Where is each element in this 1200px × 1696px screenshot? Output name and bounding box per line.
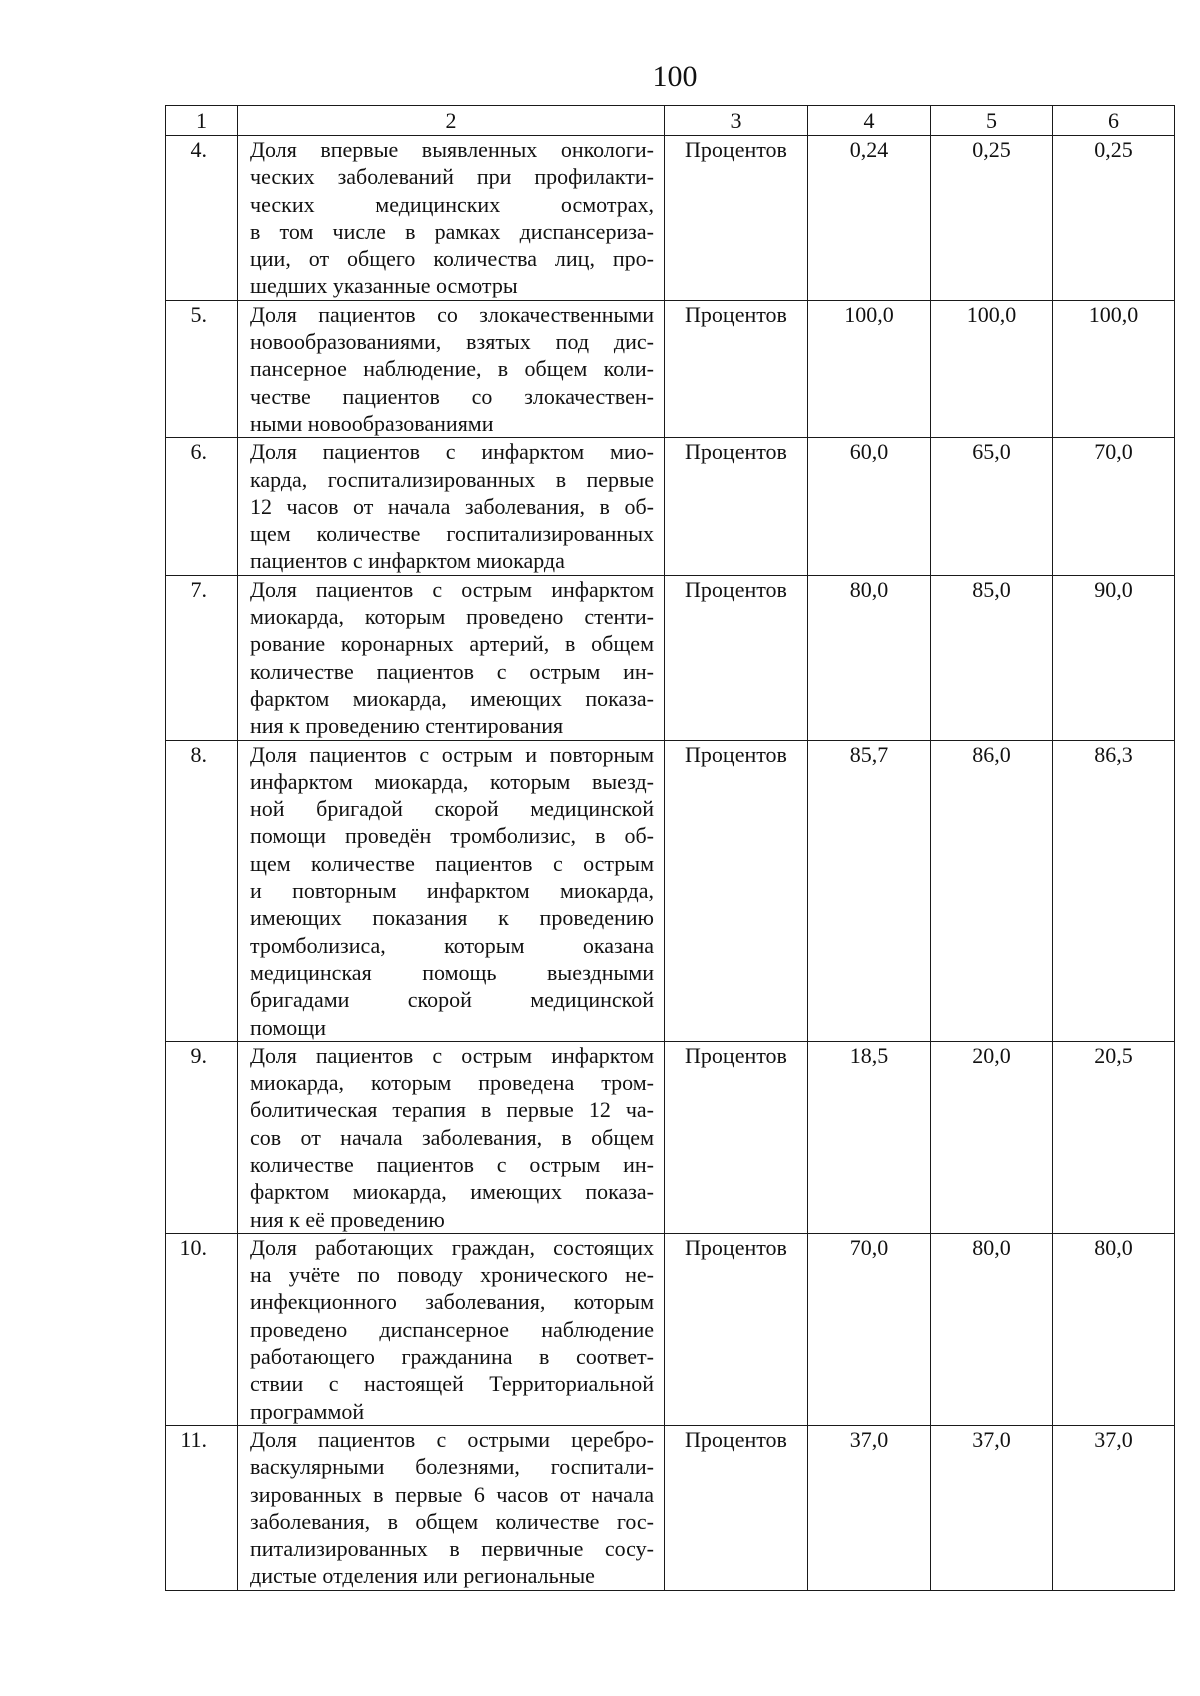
value-col-6: 20,5 [1053, 1041, 1175, 1233]
measurement-unit: Процентов [665, 300, 808, 437]
description-line: Доля пациентов с острым инфарктом [250, 1042, 654, 1068]
value-col-5: 65,0 [931, 438, 1053, 575]
table-body [166, 136, 1175, 1591]
description-line: рование коронарных артерий, в общем [250, 631, 654, 657]
indicators-table [165, 105, 1175, 1591]
value-col-6: 37,0 [1053, 1425, 1175, 1590]
measurement-unit: Процентов [665, 136, 808, 301]
description-line: пациентов с инфарктом миокарда [250, 548, 565, 574]
value-col-6: 90,0 [1053, 575, 1175, 740]
description-line: болитическая терапия в первые 12 ча- [250, 1097, 654, 1123]
description-line: щем количестве пациентов с острым [250, 850, 654, 876]
description-line: 12 часов от начала заболевания, в об- [250, 493, 654, 519]
description-line: Доля пациентов со злокачественными [250, 301, 654, 327]
value-col-4: 80,0 [808, 575, 931, 740]
description-line: новообразованиями, взятых под дис- [250, 329, 654, 355]
table-row [166, 136, 1175, 301]
description-line: васкулярными болезнями, госпитали- [250, 1454, 654, 1480]
description-line: проведено диспансерное наблюдение [250, 1316, 654, 1342]
row-number: 4. [166, 136, 238, 301]
description-line: миокарда, которым проведена тром- [250, 1070, 654, 1096]
value-col-5: 86,0 [931, 740, 1053, 1041]
table-row [166, 740, 1175, 1041]
description-line: Доля впервые выявленных онкологи- [250, 137, 654, 162]
description-line: фарктом миокарда, имеющих показа- [250, 1179, 654, 1205]
header-col-2: 2 [238, 106, 665, 136]
description-line: помощи проведён тромболизис, в об- [250, 823, 654, 849]
description-line: медицинская помощь выездными [250, 959, 654, 985]
indicator-description [238, 1425, 665, 1590]
description-line: имеющих показания к проведению [250, 905, 654, 931]
indicator-description [238, 300, 665, 437]
value-col-4: 18,5 [808, 1041, 931, 1233]
table-row [166, 575, 1175, 740]
value-col-4: 70,0 [808, 1233, 931, 1425]
value-col-4: 0,24 [808, 136, 931, 301]
value-col-5: 85,0 [931, 575, 1053, 740]
description-line: пансерное наблюдение, в общем коли- [250, 356, 654, 382]
description-line: щем количестве госпитализированных [250, 521, 654, 547]
description-line: миокарда, которым проведено стенти- [250, 604, 654, 630]
description-line: помощи [250, 1014, 326, 1040]
description-line: ческих заболеваний при профилакти- [250, 164, 654, 190]
table-row [166, 1041, 1175, 1233]
measurement-unit: Процентов [665, 1425, 808, 1590]
description-line: ния к её проведению [250, 1206, 445, 1232]
description-line: бригадами скорой медицинской [250, 987, 654, 1013]
page-number: 100 [652, 60, 698, 93]
row-number: 11. [166, 1425, 238, 1590]
header-col-6: 6 [1053, 106, 1175, 136]
table-row [166, 438, 1175, 575]
description-line: работающего гражданина в соответ- [250, 1344, 654, 1370]
measurement-unit: Процентов [665, 438, 808, 575]
table-row [166, 300, 1175, 437]
row-number: 10. [166, 1233, 238, 1425]
measurement-unit: Процентов [665, 1041, 808, 1233]
table-row [166, 1233, 1175, 1425]
description-line: на учёте по поводу хронического не- [250, 1262, 654, 1288]
indicator-description [238, 575, 665, 740]
value-col-4: 85,7 [808, 740, 931, 1041]
row-number: 7. [166, 575, 238, 740]
value-col-6: 100,0 [1053, 300, 1175, 437]
description-line: программой [250, 1398, 365, 1424]
description-line: Доля пациентов с инфарктом мио- [250, 439, 654, 465]
row-number: 6. [166, 438, 238, 575]
description-line: Доля пациентов с острым инфарктом [250, 576, 654, 602]
description-line: заболевания, в общем количестве гос- [250, 1508, 654, 1534]
description-line: Доля пациентов с острым и повторным [250, 741, 654, 767]
value-col-6: 80,0 [1053, 1233, 1175, 1425]
description-line: Доля работающих граждан, состоящих [250, 1234, 654, 1260]
indicator-description [238, 1233, 665, 1425]
description-line: шедших указанные осмотры [250, 273, 518, 299]
value-col-5: 80,0 [931, 1233, 1053, 1425]
description-line: зированных в первые 6 часов от начала [250, 1481, 654, 1507]
value-col-5: 100,0 [931, 300, 1053, 437]
header-col-4: 4 [808, 106, 931, 136]
header-col-3: 3 [665, 106, 808, 136]
row-number: 8. [166, 740, 238, 1041]
indicator-description [238, 1041, 665, 1233]
value-col-4: 60,0 [808, 438, 931, 575]
value-col-6: 86,3 [1053, 740, 1175, 1041]
description-line: Доля пациентов с острыми церебро- [250, 1426, 654, 1452]
description-line: ствии с настоящей Территориальной [250, 1371, 654, 1397]
description-line: честве пациентов со злокачествен- [250, 383, 654, 409]
indicator-description [238, 740, 665, 1041]
description-line: инфарктом миокарда, которым выезд- [250, 768, 654, 794]
indicator-description [238, 438, 665, 575]
table-header-row [166, 106, 1175, 136]
header-col-1: 1 [166, 106, 238, 136]
value-col-5: 20,0 [931, 1041, 1053, 1233]
description-line: карда, госпитализированных в первые [250, 466, 654, 492]
value-col-5: 37,0 [931, 1425, 1053, 1590]
measurement-unit: Процентов [665, 740, 808, 1041]
description-line: количестве пациентов с острым ин- [250, 658, 654, 684]
description-line: ной бригадой скорой медицинской [250, 796, 654, 822]
description-line: ции, от общего количества лиц, про- [250, 246, 654, 272]
header-col-5: 5 [931, 106, 1053, 136]
description-line: питализированных в первичные сосу- [250, 1536, 654, 1562]
value-col-5: 0,25 [931, 136, 1053, 301]
value-col-6: 0,25 [1053, 136, 1175, 301]
value-col-6: 70,0 [1053, 438, 1175, 575]
description-line: сов от начала заболевания, в общем [250, 1124, 654, 1150]
description-line: и повторным инфарктом миокарда, [250, 878, 654, 904]
description-line: фарктом миокарда, имеющих показа- [250, 685, 654, 711]
row-number: 9. [166, 1041, 238, 1233]
description-line: тромболизиса, которым оказана [250, 932, 654, 958]
measurement-unit: Процентов [665, 575, 808, 740]
description-line: дистые отделения или региональные [250, 1563, 595, 1589]
description-line: ческих медицинских осмотрах, [250, 191, 654, 217]
description-line: в том числе в рамках диспансериза- [250, 218, 654, 244]
description-line: ния к проведению стентирования [250, 713, 564, 739]
description-line: ными новообразованиями [250, 410, 494, 436]
description-line: количестве пациентов с острым ин- [250, 1151, 654, 1177]
indicator-description [238, 136, 665, 301]
value-col-4: 37,0 [808, 1425, 931, 1590]
measurement-unit: Процентов [665, 1233, 808, 1425]
value-col-4: 100,0 [808, 300, 931, 437]
table-row [166, 1425, 1175, 1590]
description-line: инфекционного заболевания, которым [250, 1289, 654, 1315]
row-number: 5. [166, 300, 238, 437]
